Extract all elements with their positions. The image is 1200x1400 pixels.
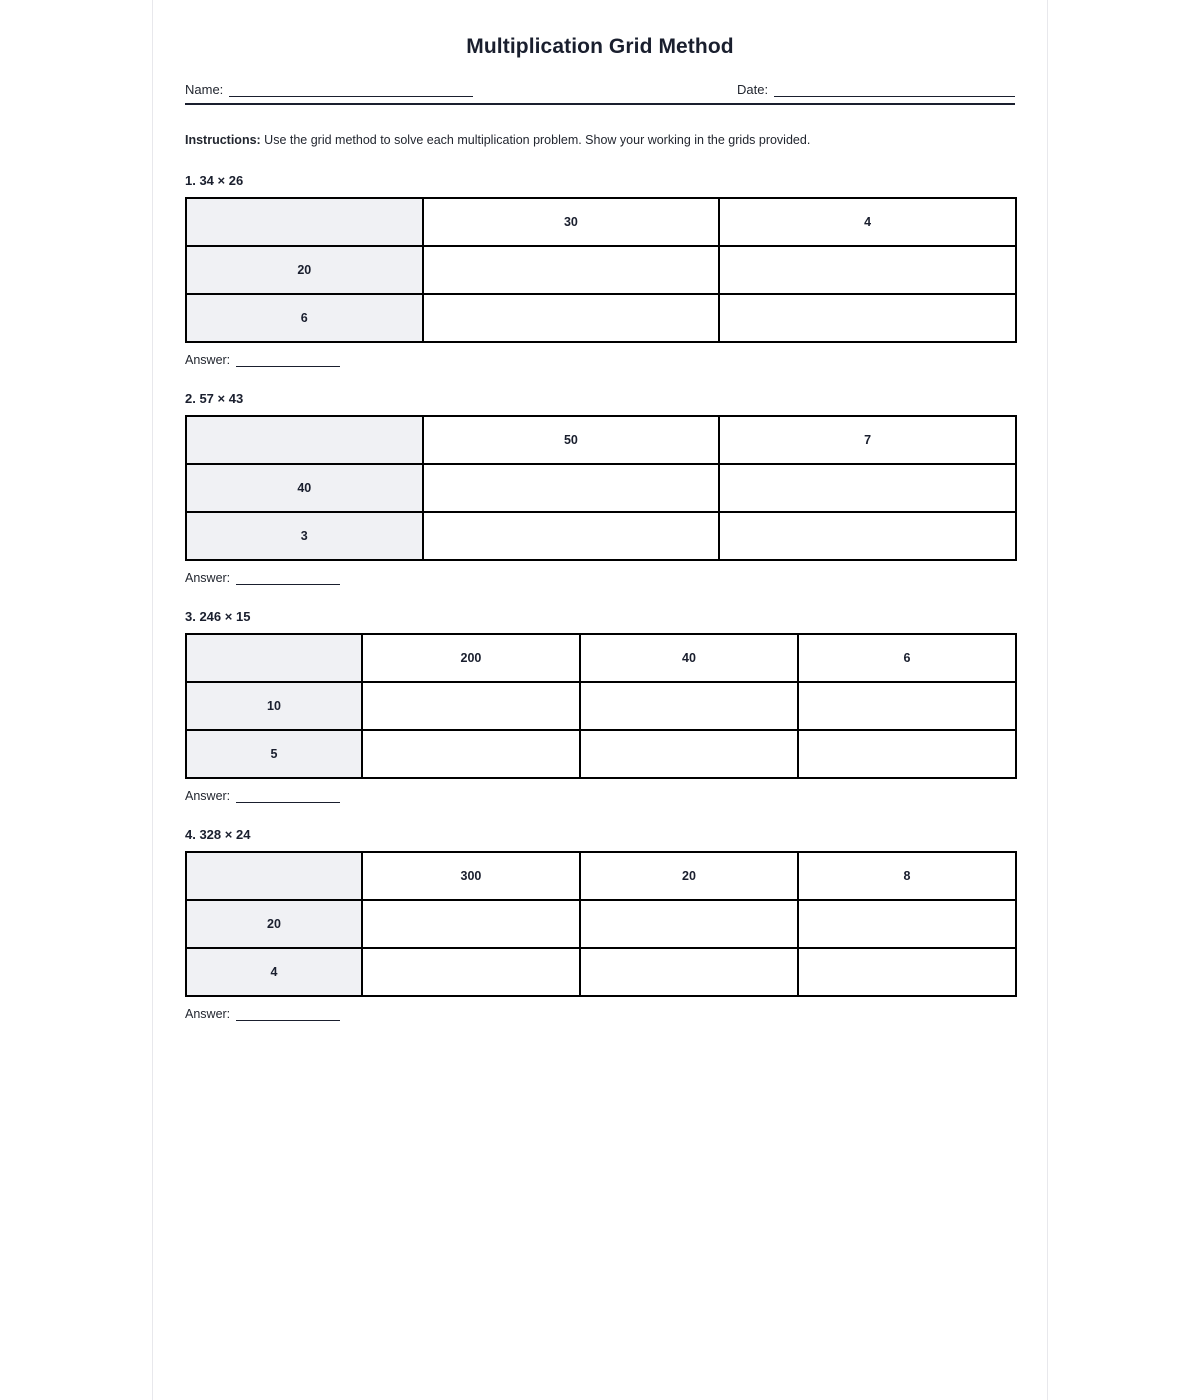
answer-input-blank[interactable] [236, 1007, 340, 1021]
row-header-cell: 6 [186, 294, 423, 342]
date-input-blank[interactable] [774, 83, 1015, 97]
answer-label: Answer: [185, 789, 231, 804]
multiplication-grid [185, 851, 1017, 997]
grid-answer-cell[interactable] [423, 464, 720, 512]
grid-corner-cell [186, 852, 362, 900]
answer-input-blank[interactable] [236, 571, 340, 585]
grid-row [186, 730, 1016, 778]
grid-row [186, 682, 1016, 730]
name-field-group [185, 83, 737, 97]
grid-answer-cell[interactable] [362, 682, 580, 730]
grid-row [186, 512, 1016, 560]
grid-row [186, 246, 1016, 294]
problem-1 [185, 173, 1015, 367]
column-header-cell: 200 [362, 634, 580, 682]
answer-line [185, 353, 1015, 367]
problem-3 [185, 609, 1015, 803]
grid-answer-cell[interactable] [362, 948, 580, 996]
row-header-cell: 20 [186, 246, 423, 294]
grid-answer-cell[interactable] [362, 730, 580, 778]
grid-answer-cell[interactable] [719, 464, 1016, 512]
column-header-cell: 300 [362, 852, 580, 900]
multiplication-grid [185, 415, 1017, 561]
answer-line [185, 571, 1015, 585]
date-label: Date: [737, 82, 769, 98]
grid-answer-cell[interactable] [580, 948, 798, 996]
answer-input-blank[interactable] [236, 789, 340, 803]
worksheet-page [152, 0, 1048, 1400]
answer-label: Answer: [185, 353, 231, 368]
grid-answer-cell[interactable] [580, 682, 798, 730]
answer-input-blank[interactable] [236, 353, 340, 367]
column-header-cell: 8 [798, 852, 1016, 900]
grid-answer-cell[interactable] [798, 682, 1016, 730]
answer-label: Answer: [185, 1007, 231, 1022]
row-header-cell: 3 [186, 512, 423, 560]
column-header-cell: 40 [580, 634, 798, 682]
grid-header-row [186, 634, 1016, 682]
column-header-cell: 50 [423, 416, 720, 464]
date-field-group [737, 83, 1015, 97]
grid-answer-cell[interactable] [719, 294, 1016, 342]
multiplication-grid [185, 633, 1017, 779]
grid-answer-cell[interactable] [362, 900, 580, 948]
answer-line [185, 1007, 1015, 1021]
instructions [185, 131, 1015, 149]
column-header-cell: 6 [798, 634, 1016, 682]
problems-container [185, 173, 1015, 1021]
column-header-cell: 30 [423, 198, 720, 246]
grid-row [186, 900, 1016, 948]
column-header-cell: 7 [719, 416, 1016, 464]
problem-title: 4. 328 × 24 [185, 827, 251, 843]
multiplication-grid [185, 197, 1017, 343]
row-header-cell: 10 [186, 682, 362, 730]
column-header-cell: 20 [580, 852, 798, 900]
grid-header-row [186, 416, 1016, 464]
instructions-text: Use the grid method to solve each multiplication problem. Show your working in the grids provided. [260, 133, 811, 148]
grid-row [186, 464, 1016, 512]
problem-2 [185, 391, 1015, 585]
row-header-cell: 4 [186, 948, 362, 996]
instructions-label: Instructions: [185, 133, 261, 148]
grid-answer-cell[interactable] [423, 294, 720, 342]
problem-title: 3. 246 × 15 [185, 609, 251, 625]
header-divider [185, 103, 1015, 105]
answer-line [185, 789, 1015, 803]
grid-answer-cell[interactable] [798, 948, 1016, 996]
name-label: Name: [185, 82, 224, 98]
grid-corner-cell [186, 634, 362, 682]
row-header-cell: 40 [186, 464, 423, 512]
page-title: Multiplication Grid Method [466, 35, 734, 58]
grid-answer-cell[interactable] [423, 512, 720, 560]
grid-row [186, 948, 1016, 996]
grid-corner-cell [186, 198, 423, 246]
grid-answer-cell[interactable] [719, 246, 1016, 294]
row-header-cell: 5 [186, 730, 362, 778]
grid-answer-cell[interactable] [798, 900, 1016, 948]
grid-answer-cell[interactable] [580, 730, 798, 778]
answer-label: Answer: [185, 571, 231, 586]
grid-answer-cell[interactable] [719, 512, 1016, 560]
problem-title: 1. 34 × 26 [185, 173, 244, 189]
grid-answer-cell[interactable] [798, 730, 1016, 778]
row-header-cell: 20 [186, 900, 362, 948]
grid-row [186, 294, 1016, 342]
grid-header-row [186, 198, 1016, 246]
problem-4 [185, 827, 1015, 1021]
name-date-row [185, 83, 1015, 97]
grid-header-row [186, 852, 1016, 900]
grid-corner-cell [186, 416, 423, 464]
grid-answer-cell[interactable] [580, 900, 798, 948]
grid-answer-cell[interactable] [423, 246, 720, 294]
name-input-blank[interactable] [229, 83, 473, 97]
column-header-cell: 4 [719, 198, 1016, 246]
problem-title: 2. 57 × 43 [185, 391, 244, 407]
